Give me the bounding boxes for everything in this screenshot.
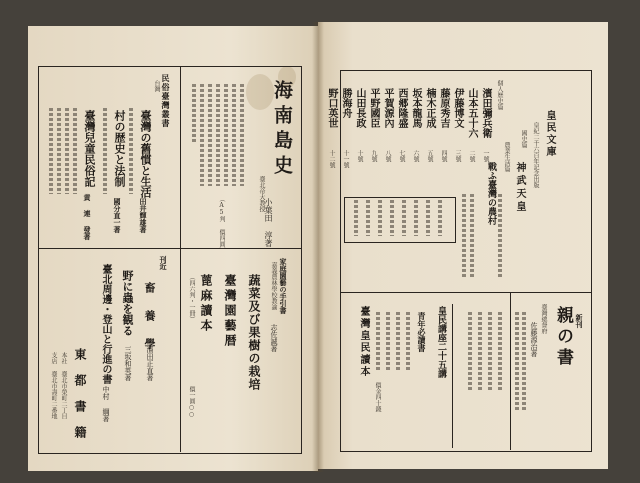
ad2-footer: （A5判 價四圓） <box>218 196 225 253</box>
new-label: 新刊 <box>575 314 584 328</box>
ad2-body-text <box>240 84 244 186</box>
ad1-title-3: 臺灣兒童民俗記 <box>83 110 96 187</box>
series-num: 十一號 <box>342 150 349 168</box>
ad1-body-text <box>49 108 53 194</box>
ad2-title: 海南島史 <box>271 80 293 180</box>
blurb-text <box>402 200 406 236</box>
ad4-title-3: 蓖麻讀本 <box>199 274 213 334</box>
ad2-body-text <box>200 84 204 186</box>
series-item: 平野國臣 <box>368 88 379 128</box>
series-num: 一號 <box>482 150 489 162</box>
book-body-text <box>386 312 390 372</box>
ad3-label: 刊近 <box>159 256 168 270</box>
series-item: 濱田彌兵衛 <box>480 88 491 138</box>
series-num: 五號 <box>426 150 433 162</box>
ad3-title-1: 畜 養 學 <box>143 282 156 351</box>
vertical-divider <box>452 304 453 448</box>
series-item: 藤原秀吉 <box>438 88 449 128</box>
series-cat2: 國史篇 <box>520 130 527 148</box>
ad4-price: 價一圓○○ <box>188 386 195 418</box>
book-body-text <box>488 312 492 392</box>
series-title: 皇民文庫 <box>544 110 555 158</box>
ad4-header: 家庭園藝の手引書 <box>279 258 288 314</box>
vertical-divider <box>180 66 181 452</box>
series-item: 平賀源內 <box>382 88 393 128</box>
series-body-text <box>498 194 502 278</box>
series-num: 三號 <box>454 150 461 162</box>
horizontal-divider <box>38 248 302 249</box>
book3-title: 臺灣皇民讀本 <box>358 306 369 378</box>
vertical-divider <box>510 292 511 450</box>
series-item: 野口英世 <box>326 88 337 128</box>
series-item: 山本五十六 <box>466 88 477 138</box>
horizontal-divider <box>340 292 592 293</box>
series-item: 勝海舟 <box>340 88 351 118</box>
series-num: 十二號 <box>328 150 335 168</box>
series-body-text <box>470 194 474 278</box>
blurb-text <box>378 200 382 236</box>
new-price: 價金四十錢 <box>374 382 381 412</box>
ad1-body-text <box>73 108 77 194</box>
series-sub: 皇紀二千六百年記念出版 <box>532 122 539 188</box>
new-body-text <box>522 312 526 412</box>
book-body-text <box>406 312 410 372</box>
blurb-text <box>354 200 358 236</box>
book-body-text <box>396 312 400 372</box>
series-item: 伊藤博文 <box>452 88 463 128</box>
ad1-title-2: 村の歴史と法制 <box>113 110 126 187</box>
series-item: 山田長政 <box>354 88 365 128</box>
ad1-author-3: 黄 連 發著 <box>83 194 92 240</box>
ad2-author-role: 臺北帝大教授 <box>258 176 265 212</box>
ad1-title-1: 臺灣の舊慣と生活 <box>139 110 152 198</box>
series-num: 二號 <box>468 150 475 162</box>
new-sub: 臺灣總督府 <box>540 304 547 334</box>
ad1-body-text <box>103 108 107 194</box>
left-page <box>28 26 318 471</box>
ad4-title-1: 蔬菜及び果樹の栽培 <box>247 274 261 391</box>
series-num: 六號 <box>412 150 419 162</box>
series-num: 七號 <box>398 150 405 162</box>
series-body-text <box>462 194 466 278</box>
book-body-text <box>498 312 502 392</box>
new-body-text <box>515 312 519 412</box>
series-special-1: 神武天皇 <box>514 162 525 214</box>
series-item: 坂本龍馬 <box>410 88 421 128</box>
blurb-text <box>426 200 430 236</box>
new-title: 親の書 <box>553 306 573 369</box>
blurb-text <box>414 200 418 236</box>
ad3-author-2: 三坂和英著 <box>124 346 132 381</box>
series-item: 楠木正成 <box>424 88 435 128</box>
ad1-sub: 台灣 <box>153 80 160 92</box>
ad1-header: 民俗臺灣叢書 <box>161 74 171 128</box>
ad1-body-text <box>57 108 61 194</box>
ad2-author: 小葉田 淳著 <box>264 198 273 247</box>
ad3-author-1: 濱田正直著 <box>146 346 154 381</box>
ad1-body-text <box>65 108 69 194</box>
book2-sub: 青年必讀書 <box>417 312 427 352</box>
ad2-body-text <box>192 84 196 144</box>
ad3-title-3: 臺北周邊・登山と行進の書 <box>100 264 111 384</box>
ad3-title-2: 野に蟲を観る <box>121 270 134 336</box>
ad3-publisher: 東 都 書 籍 <box>73 348 87 438</box>
blurb-text <box>438 200 442 236</box>
series-num: 九號 <box>370 150 377 162</box>
series-item: 西郷隆盛 <box>396 88 407 128</box>
book2-title: 皇民講座二十五講 <box>436 306 446 378</box>
ad4-title-3-sub: （四六判・一冊） <box>188 274 195 322</box>
ad3-address-2: 支店 臺北市壽町二番地 <box>50 352 57 419</box>
ad1-body-text <box>129 108 133 194</box>
series-cat3: 農業生活篇 <box>503 142 510 172</box>
series-num: 十號 <box>356 150 363 162</box>
book-body-text <box>478 312 482 392</box>
ad2-body-text <box>216 84 220 186</box>
new-author: 佐藤源治著 <box>530 322 538 357</box>
ad3-address-1: 本社 臺北市榮町二丁目 <box>60 352 67 419</box>
ad1-author-1: 田井輝雄著 <box>139 198 148 233</box>
blurb-text <box>366 200 370 236</box>
right-page <box>318 22 608 469</box>
series-num: 四號 <box>440 150 447 162</box>
blurb-text <box>390 200 394 236</box>
ad4-author: 志佐誠著 <box>270 324 278 352</box>
ad1-author-2: 國分直一著 <box>113 198 122 233</box>
book-body-text <box>376 312 380 372</box>
series-num: 八號 <box>384 150 391 162</box>
ad4-sub: 嘉義農林學校教諭 <box>270 262 277 310</box>
ad3-author-3: 中村 綱著 <box>102 386 110 422</box>
ad2-body-text <box>208 84 212 186</box>
book-body-text <box>468 312 472 392</box>
series-cat1: 個人歷史篇 <box>496 80 503 110</box>
book-gutter <box>312 22 324 472</box>
series-special-2: 戰ふ臺灣の農村 <box>486 162 496 225</box>
ad2-body-text <box>232 84 236 186</box>
ad4-title-2: 臺灣園藝暦 <box>223 274 237 349</box>
ad2-body-text <box>224 84 228 186</box>
